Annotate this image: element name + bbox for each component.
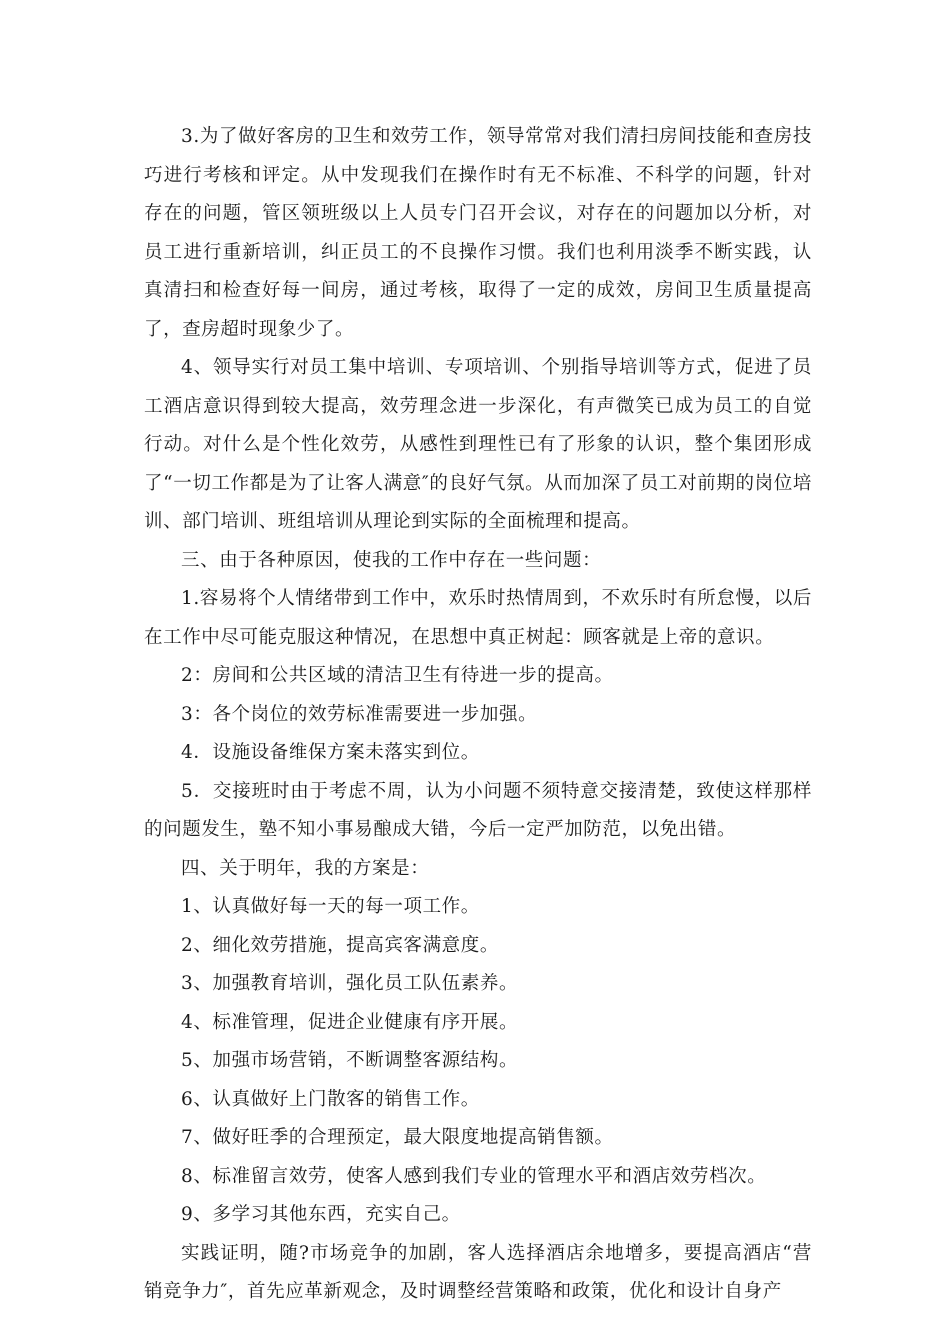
plan-item-7: 7、做好旺季的合理预定，最大限度地提高销售额。: [181, 1127, 614, 1148]
plan-item-5: 5、加强市场营销，不断调整客源结构。: [181, 1050, 519, 1071]
plan-item-1: 1、认真做好每一天的每一项工作。: [181, 896, 480, 917]
closing-paragraph: 实践证明，随?市场竞争的加剧，客人选择酒店余地增多，要提高酒店“营销竞争力″，首先应革新观念，及时调整经营策略和政策，优化和设计自身产: [144, 1242, 812, 1302]
problem-item-1: 1.容易将个人情绪带到工作中，欢乐时热情周到，不欢乐时有所怠慢，以后在工作中尽可能克服这种情况，在思想中真正树起：顾客就是上帝的意识。: [144, 588, 812, 648]
plan-item-9: 9、多学习其他东西，充实自己。: [181, 1204, 461, 1225]
problem-item-2: 2：房间和公共区域的清洁卫生有待进一步的提高。: [181, 665, 614, 686]
paragraph-1: 3.为了做好客房的卫生和效劳工作，领导常常对我们清扫房间技能和查房技巧进行考核和评定。从中发现我们在操作时有无不标准、不科学的问题，针对存在的问题，管区领班级以上人员专门召开会议，对存在的问题加以分析，对员工进行重新培训，纠正员工的不良操作习惯。我们也利用淡季不断实践，认真清扫和检查好每一间房，通过考核，取得了一定的成效，房间卫生质量提高了，查房超时现象少了。: [144, 126, 812, 340]
problem-item-5: 5．交接班时由于考虑不周，认为小问题不须特意交接清楚，致使这样那样的问题发生，塾不知小事易酿成大错，今后一定严加防范，以免出错。: [144, 780, 812, 840]
plan-item-8: 8、标准留言效劳，使客人感到我们专业的管理水平和酒店效劳档次。: [181, 1165, 767, 1187]
section-heading-3: 三、由于各种原因，使我的工作中存在一些问题：: [181, 549, 602, 571]
problem-item-4: 4．设施设备维保方案未落实到位。: [181, 742, 480, 763]
document-body: [144, 118, 812, 1312]
plan-item-6: 6、认真做好上门散客的销售工作。: [181, 1088, 480, 1110]
paragraph-2: 4、领导实行对员工集中培训、专项培训、个别指导培训等方式，促进了员工酒店意识得到较大提高，效劳理念进一步深化，有声微笑已成为员工的自觉行动。对什么是个性化效劳，从感性到理性已有了形象的认识，整个集团形成了“一切工作都是为了让客人满意″的良好气氛。从而加深了员工对前期的岗位培训、部门培训、班组培训从理论到实际的全面梳理和提高。: [144, 357, 812, 532]
plan-item-3: 3、加强教育培训，强化员工队伍素养。: [181, 973, 519, 994]
section-heading-4: 四、关于明年，我的方案是：: [181, 857, 430, 879]
plan-item-2: 2、细化效劳措施，提高宾客满意度。: [181, 934, 499, 956]
problem-item-3: 3：各个岗位的效劳标准需要进一步加强。: [181, 703, 538, 725]
plan-item-4: 4、标准管理，促进企业健康有序开展。: [181, 1011, 519, 1033]
